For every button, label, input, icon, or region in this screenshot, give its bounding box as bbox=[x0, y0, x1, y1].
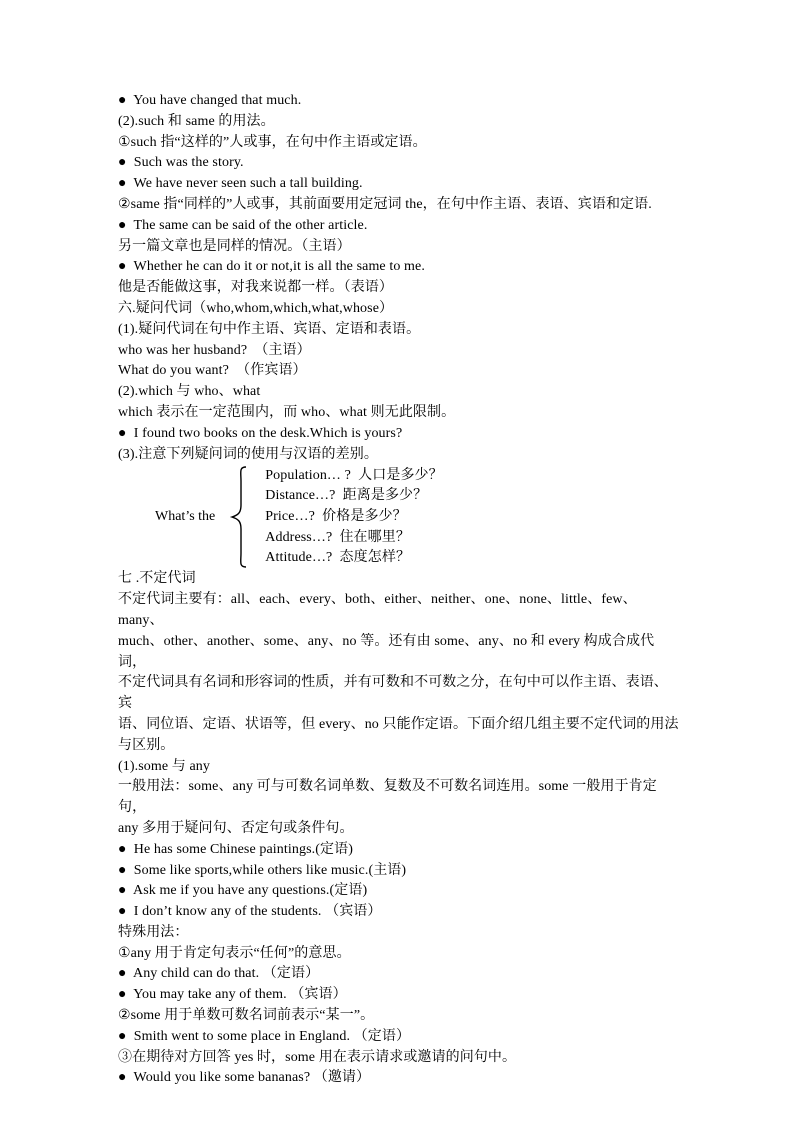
circled-item-line: ②some 用于单数可数名词前表示“某一”。 bbox=[118, 1008, 375, 1024]
brace-item-list bbox=[265, 466, 442, 569]
brace-item: Attitude…? 态度怎样？ bbox=[265, 550, 411, 566]
example-line: What do you want? （作宾语） bbox=[118, 363, 307, 379]
body-text-line: 不定代词主要有：all、each、every、both、either、neither、one、none、little、few、many、 bbox=[118, 592, 637, 628]
translation-line: 另一篇文章也是同样的情况。（主语） bbox=[118, 238, 351, 254]
circled-item-line: ③在期待对方回答 yes 时，some 用在表示请求或邀请的问句中。 bbox=[118, 1049, 517, 1065]
bullet-example-line: ● Any child can do that. （定语） bbox=[118, 966, 320, 982]
section-heading-7: 七 .不定代词 bbox=[118, 571, 196, 587]
bullet-example-line: ● Such was the story. bbox=[118, 155, 244, 171]
bullet-example-line: ● We have never seen such a tall building. bbox=[118, 176, 363, 192]
numbered-item-line: (1).疑问代词在句中作主语、宾语、定语和表语。 bbox=[118, 321, 421, 337]
bullet-example-line: ● Whether he can do it or not,it is all the same to me. bbox=[118, 259, 425, 275]
section-heading-6: 六.疑问代词（who,whom,which,what,whose） bbox=[118, 300, 394, 316]
bullet-example-line: ● You may take any of them. （宾语） bbox=[118, 987, 347, 1003]
numbered-item-line: (1).some 与 any bbox=[118, 758, 210, 774]
body-text-line: 不定代词具有名词和形容词的性质，并有可数和不可数之分，在句中可以作主语、表语、宾 bbox=[118, 675, 668, 712]
subheading-line: 特殊用法： bbox=[118, 924, 189, 940]
body-text-line: 一般用法：some、any 可与可数名词单数、复数及不可数名词连用。some 一般用于肯定句， bbox=[118, 779, 657, 816]
bullet-example-line: ● He has some Chinese paintings.(定语) bbox=[118, 841, 353, 857]
bullet-example-line: ● You have changed that much. bbox=[118, 93, 302, 108]
bullet-example-line: ● Ask me if you have any questions.(定语) bbox=[118, 883, 368, 899]
bullet-example-line: ● Smith went to some place in England. （定语） bbox=[118, 1028, 411, 1044]
body-text-line: 语、同位语、定语、状语等，但 every、no 只能作定语。下面介绍几组主要不定代词的用法 bbox=[118, 716, 679, 732]
brace-item: Population… ? 人口是多少？ bbox=[265, 467, 443, 483]
numbered-item-line: (2).such 和 same 的用法。 bbox=[118, 113, 275, 129]
brace-item: Price…? 价格是多少？ bbox=[265, 509, 407, 525]
bullet-example-line: ● I found two books on the desk.Which is yours? bbox=[118, 425, 403, 441]
circled-item-line: ①such 指“这样的”人或事，在句中作主语或定语。 bbox=[118, 134, 427, 150]
left-brace-icon bbox=[229, 465, 249, 569]
brace-item: Distance…? 距离是多少？ bbox=[265, 488, 428, 504]
circled-item-line: ②same 指“同样的”人或事，其前面要用定冠词 the，在句中作主语、表语、宾语和定语. bbox=[118, 196, 652, 212]
translation-line: 他是否能做这事，对我来说都一样。（表语） bbox=[118, 280, 393, 296]
brace-item: Address…? 住在哪里？ bbox=[265, 529, 410, 545]
circled-item-line: ①any 用于肯定句表示“任何”的意思。 bbox=[118, 945, 351, 961]
example-line: who was her husband? （主语） bbox=[118, 342, 311, 358]
body-text-line: 与区别。 bbox=[118, 737, 175, 753]
bullet-example-line: ● Some like sports,while others like music.(主语) bbox=[118, 862, 407, 878]
bullet-example-line: ● Would you like some bananas? （邀请） bbox=[118, 1070, 371, 1086]
bullet-example-line: ● The same can be said of the other article. bbox=[118, 217, 368, 233]
brace-figure bbox=[118, 465, 680, 569]
brace-label: What’s the bbox=[155, 509, 216, 525]
document-page bbox=[118, 91, 680, 1089]
body-text-line: much、other、another、some、any、no 等。还有由 some、any、no 和 every 构成合成代词， bbox=[118, 633, 655, 670]
body-text-line: any 多用于疑问句、否定句或条件句。 bbox=[118, 820, 354, 836]
numbered-item-line: (2).which 与 who、what bbox=[118, 384, 261, 400]
body-text-line: which 表示在一定范围内，而 who、what 则无此限制。 bbox=[118, 404, 456, 420]
bullet-example-line: ● I don’t know any of the students. （宾语） bbox=[118, 904, 382, 920]
numbered-item-line: (3).注意下列疑问词的使用与汉语的差别。 bbox=[118, 446, 378, 462]
